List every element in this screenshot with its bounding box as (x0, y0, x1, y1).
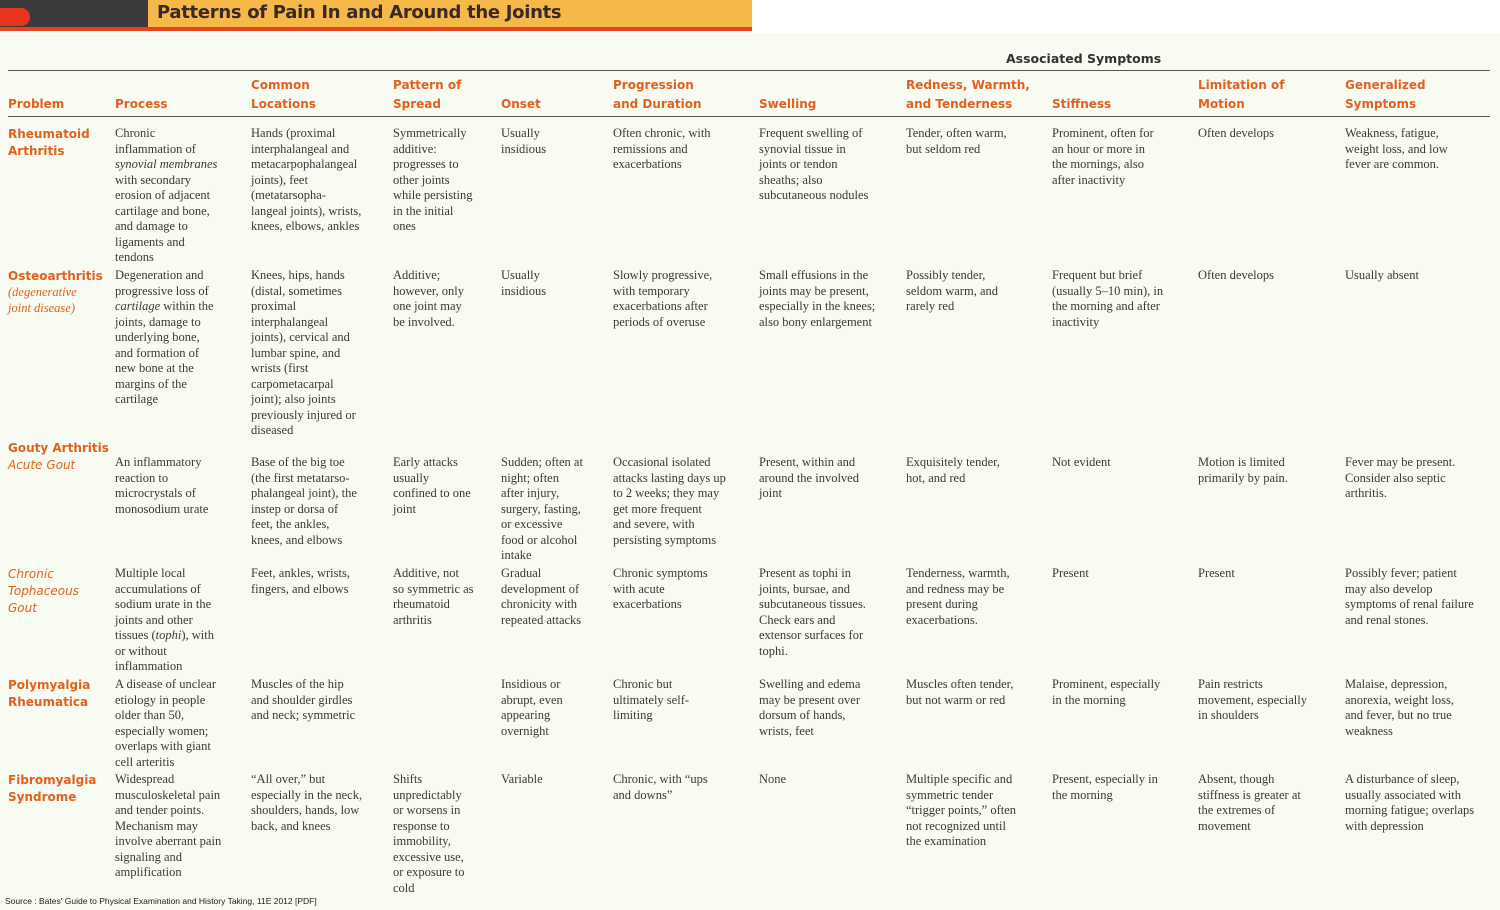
problem-name: Chronic Tophaceous Gout (8, 567, 79, 615)
row-progression-polymyalgia-rheumatica: Chronic but ultimately self- limiting (613, 677, 690, 722)
row-stiffness-chronic-tophaceous-gout: Present (1052, 566, 1089, 580)
problem-name: Gouty Arthritis (8, 441, 109, 455)
row-process-fibromyalgia-syndrome: Widespread musculoskeletal pain and tender points. Mechanism may involve aberrant pain signaling and amplification (115, 772, 222, 879)
row-process-acute-gout: An inflammatory reaction to microcrystals of monosodium urate (115, 455, 209, 516)
process-text-end: ), with or without inflammation (115, 628, 214, 673)
row-generalized-acute-gout: Fever may be present. Consider also septic arthritis. (1345, 455, 1456, 500)
column-header-problem: Problem (8, 97, 65, 111)
column-header-onset: Onset (501, 97, 541, 111)
column-header-limitation: Limitation of Motion (1198, 78, 1285, 111)
row-redness-polymyalgia-rheumatica: Muscles often tender, but not warm or red (906, 677, 1014, 707)
row-stiffness-acute-gout: Not evident (1052, 455, 1111, 469)
row-spread-fibromyalgia-syndrome: Shifts unpredictably or worsens in response to immobility, excessive use, or exposure to cold (393, 772, 465, 895)
row-process-chronic-tophaceous-gout (115, 566, 214, 675)
problem-name: Osteoarthritis (8, 269, 103, 283)
row-locations-chronic-tophaceous-gout: Feet, ankles, wrists, fingers, and elbows (251, 566, 350, 596)
row-onset-chronic-tophaceous-gout: Gradual development of chronicity with repeated attacks (501, 566, 582, 627)
source-citation: Source : Bates' Guide to Physical Examination and History Taking, 11E 2012 [PDF] (5, 896, 317, 906)
process-text: Multiple local accumulations of sodium urate in the joints and other tissues ( (115, 566, 212, 642)
row-onset-polymyalgia-rheumatica: Insidious or abrupt, even appearing overnight (501, 677, 563, 738)
row-process-polymyalgia-rheumatica: A disease of unclear etiology in people older than 50, especially women; overlaps with giant cell arteritis (115, 677, 217, 769)
row-redness-rheumatoid-arthritis: Tender, often warm, but seldom red (906, 126, 1007, 156)
row-progression-chronic-tophaceous-gout: Chronic symptoms with acute exacerbations (613, 566, 708, 611)
problem-name: Polymyalgia Rheumatica (8, 678, 91, 709)
row-swelling-rheumatoid-arthritis: Frequent swelling of synovial tissue in joints or tendon sheaths; also subcutaneous nodules (759, 126, 869, 202)
row-swelling-acute-gout: Present, within and around the involved joint (759, 455, 859, 500)
row-swelling-osteoarthritis: Small effusions in the joints may be present, especially in the knees; also bony enlargement (759, 268, 876, 329)
header-bottom-rule (8, 116, 1490, 117)
row-generalized-rheumatoid-arthritis: Weakness, fatigue, weight loss, and low fever are common. (1345, 126, 1448, 171)
column-header-stiffness: Stiffness (1052, 97, 1112, 111)
row-process-rheumatoid-arthritis (115, 126, 217, 266)
row-stiffness-osteoarthritis: Frequent but brief (usually 5–10 min), in the morning and after inactivity (1052, 268, 1164, 329)
table-top-rule (8, 70, 750, 71)
row-generalized-fibromyalgia-syndrome: A disturbance of sleep, usually associated with morning fatigue; overlaps with depression (1345, 772, 1475, 833)
row-onset-acute-gout: Sudden; often at night; often after injury, surgery, fasting, or excessive food or alcohol intake (501, 455, 583, 562)
row-swelling-polymyalgia-rheumatica: Swelling and edema may be present over dorsum of hands, wrists, feet (759, 677, 861, 738)
row-problem-chronic-tophaceous-gout (8, 566, 79, 617)
process-emphasis: tophi (155, 628, 182, 642)
row-problem-gouty-arthritis (8, 440, 109, 474)
row-limitation-rheumatoid-arthritis: Often develops (1198, 126, 1275, 140)
column-header-process: Process (115, 97, 168, 111)
problem-subtitle: (degenerative joint disease) (8, 285, 77, 315)
row-locations-fibromyalgia-syndrome: “All over,” but especially in the neck, shoulders, hands, low back, and knees (251, 772, 363, 833)
column-header-spread: Pattern of Spread (393, 78, 462, 111)
row-redness-fibromyalgia-syndrome: Multiple specific and symmetric tender “trigger points,” often not recognized until the examination (906, 772, 1017, 848)
row-limitation-acute-gout: Motion is limited primarily by pain. (1198, 455, 1288, 485)
process-text: Chronic inflammation of (115, 126, 196, 156)
row-redness-acute-gout: Exquisitely tender, hot, and red (906, 455, 1000, 485)
row-stiffness-polymyalgia-rheumatica: Prominent, especially in the morning (1052, 677, 1161, 707)
row-generalized-polymyalgia-rheumatica: Malaise, depression, anorexia, weight loss, and fever, but no true weakness (1345, 677, 1455, 738)
row-onset-fibromyalgia-syndrome: Variable (501, 772, 543, 786)
header-underline (0, 27, 752, 31)
row-limitation-chronic-tophaceous-gout: Present (1198, 566, 1235, 580)
row-limitation-fibromyalgia-syndrome: Absent, though stiffness is greater at the extremes of movement (1198, 772, 1301, 833)
process-emphasis: synovial membranes (115, 157, 218, 171)
row-progression-rheumatoid-arthritis: Often chronic, with remissions and exacerbations (613, 126, 711, 171)
row-redness-chronic-tophaceous-gout: Tenderness, warmth, and redness may be present during exacerbations. (906, 566, 1010, 627)
process-text: Degeneration and progressive loss of (115, 268, 209, 298)
problem-name: Rheumatoid Arthritis (8, 127, 90, 158)
associated-symptoms-heading: Associated Symptoms (1006, 51, 1162, 66)
row-swelling-chronic-tophaceous-gout: Present as tophi in joints, bursae, and subcutaneous tissues. Check ears and extensor surfaces for tophi. (759, 566, 866, 658)
row-onset-osteoarthritis: Usually insidious (501, 268, 547, 298)
row-problem-fibromyalgia-syndrome (8, 772, 96, 806)
process-text-end: with secondary erosion of adjacent cartilage and bone, and damage to ligaments and tendons (115, 172, 211, 264)
row-process-osteoarthritis (115, 268, 214, 408)
header-red-tab (0, 8, 30, 26)
row-stiffness-fibromyalgia-syndrome: Present, especially in the morning (1052, 772, 1158, 802)
row-onset-rheumatoid-arthritis: Usually insidious (501, 126, 547, 156)
column-header-generalized: Generalized Symptoms (1345, 78, 1426, 111)
problem-subtitle: Acute Gout (8, 458, 76, 472)
row-locations-polymyalgia-rheumatica: Muscles of the hip and shoulder girdles and neck; symmetric (251, 677, 356, 722)
row-problem-polymyalgia-rheumatica (8, 677, 90, 711)
process-emphasis: cartilage (115, 299, 161, 313)
row-spread-osteoarthritis: Additive; however, only one joint may be involved. (393, 268, 465, 329)
row-limitation-polymyalgia-rheumatica: Pain restricts movement, especially in shoulders (1198, 677, 1307, 722)
row-progression-acute-gout: Occasional isolated attacks lasting days up to 2 weeks; they may get more frequent and severe, with persisting symptoms (613, 455, 726, 547)
row-locations-osteoarthritis: Knees, hips, hands (distal, sometimes proximal interphalangeal joints), cervical and lumbar spine, and wrists (first carpometacarpal joint); also joints previously injured or diseased (251, 268, 356, 437)
column-header-redness: Redness, Warmth, and Tenderness (906, 78, 1030, 111)
row-generalized-chronic-tophaceous-gout: Possibly fever; patient may also develop symptoms of renal failure and renal stones. (1345, 566, 1474, 627)
row-stiffness-rheumatoid-arthritis: Prominent, often for an hour or more in the mornings, also after inactivity (1052, 126, 1154, 187)
row-locations-rheumatoid-arthritis: Hands (proximal interphalangeal and metacarpophalangeal joints), feet (metatarsopha- langeal joints), wrists, knees, elbows, ankles (251, 126, 362, 233)
row-problem-rheumatoid-arthritis (8, 126, 90, 160)
row-generalized-osteoarthritis: Usually absent (1345, 268, 1419, 282)
row-redness-osteoarthritis: Possibly tender, seldom warm, and rarely red (906, 268, 998, 313)
row-spread-rheumatoid-arthritis: Symmetrically additive: progresses to other joints while persisting in the initial ones (393, 126, 473, 233)
row-progression-osteoarthritis: Slowly progressive, with temporary exacerbations after periods of overuse (613, 268, 713, 329)
row-locations-acute-gout: Base of the big toe (the first metatarso- phalangeal joint), the instep or dorsa of feet, the ankles, knees, and elbows (251, 455, 357, 547)
column-header-progression: Progression and Duration (613, 78, 702, 111)
row-progression-fibromyalgia-syndrome: Chronic, with “ups and downs” (613, 772, 708, 802)
page-title: Patterns of Pain In and Around the Joints (157, 2, 562, 23)
associated-symptoms-rule (750, 70, 1490, 71)
column-header-swelling: Swelling (759, 97, 817, 111)
row-problem-osteoarthritis (8, 268, 103, 316)
column-header-locations: Common Locations (251, 78, 316, 111)
row-swelling-fibromyalgia-syndrome: None (759, 772, 787, 786)
row-spread-chronic-tophaceous-gout: Additive, not so symmetric as rheumatoid arthritis (393, 566, 474, 627)
row-spread-acute-gout: Early attacks usually confined to one joint (393, 455, 471, 516)
problem-name: Fibromyalgia Syndrome (8, 773, 97, 804)
process-text-end: within the joints, damage to underlying bone, and formation of new bone at the margins of the cartilage (115, 299, 214, 406)
row-limitation-osteoarthritis: Often develops (1198, 268, 1275, 282)
